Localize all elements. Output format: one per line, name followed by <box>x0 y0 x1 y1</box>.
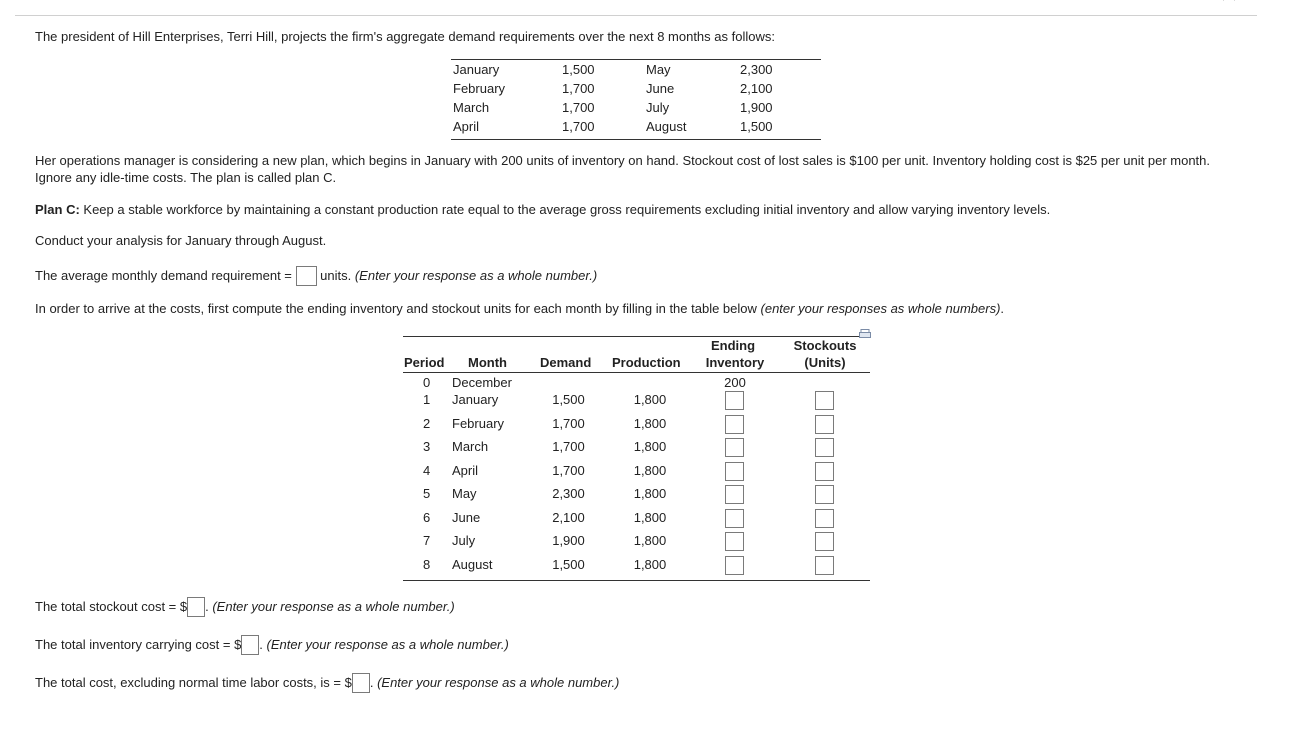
demand-table <box>451 59 821 140</box>
carrying-cost-input[interactable] <box>241 635 259 655</box>
ending-inventory-input[interactable] <box>725 556 744 575</box>
header-ending-line2: Inventory <box>705 355 765 370</box>
demand-month: February <box>453 81 506 96</box>
period-cell: 5 <box>423 486 431 501</box>
ending-inventory-input[interactable] <box>725 532 744 551</box>
carrying-cost-prefix: The total inventory carrying cost = $ <box>35 637 242 652</box>
month-cell: August <box>452 557 493 572</box>
stockout-cost-hint: (Enter your response as a whole number.) <box>212 599 455 614</box>
production-cell: 1,800 <box>633 439 667 454</box>
period-cell: 4 <box>423 463 431 478</box>
demand-cell: 1,500 <box>552 557 585 572</box>
plan-text: Keep a stable workforce by maintaining a constant production rate equal to the average gross requirements excluding initial inventory and allow varying inventory levels. <box>79 202 1051 217</box>
stockouts-input[interactable] <box>815 532 834 551</box>
expand-icon[interactable] <box>1222 0 1236 4</box>
demand-cell: 1,700 <box>552 463 585 478</box>
ending-inventory-input[interactable] <box>725 509 744 528</box>
header-month: Month <box>468 355 507 370</box>
table-instruction-end: . <box>1000 301 1005 316</box>
month-cell: May <box>452 486 477 501</box>
plan-description <box>35 202 1050 217</box>
avg-demand-question <box>35 266 597 286</box>
total-cost-hint: (Enter your response as a whole number.) <box>377 675 620 690</box>
carrying-cost-hint: (Enter your response as a whole number.) <box>266 637 509 652</box>
demand-cell: 1,900 <box>552 533 585 548</box>
ending-inventory-initial: 200 <box>724 375 746 390</box>
header-stockouts-line1: Stockouts <box>793 338 857 353</box>
production-cell: 1,800 <box>633 510 667 525</box>
avg-demand-input[interactable] <box>296 266 317 286</box>
stockouts-input[interactable] <box>815 415 834 434</box>
total-cost-input[interactable] <box>352 673 370 693</box>
month-cell: January <box>452 392 499 407</box>
period-cell: 1 <box>423 392 431 407</box>
ending-inventory-input[interactable] <box>725 415 744 434</box>
scenario-text: Her operations manager is considering a new plan, which begins in January with 200 units of inventory on hand. Stockout cost of lost sales is $100 per unit. Inventory holding cost is $25 per unit per month. Ignore any idle-time costs. The plan is called plan C. <box>35 153 1211 185</box>
production-cell: 1,800 <box>633 463 667 478</box>
analysis-text: Conduct your analysis for January through August. <box>35 233 327 248</box>
ending-inventory-input[interactable] <box>725 438 744 457</box>
month-cell: February <box>452 416 505 431</box>
demand-value: 1,700 <box>562 100 595 115</box>
period-cell: 3 <box>423 439 431 454</box>
month-cell: July <box>452 533 476 548</box>
table-instruction-hint: (enter your responses as whole numbers) <box>760 301 1001 316</box>
header-production: Production <box>612 355 681 370</box>
demand-cell: 1,700 <box>552 416 585 431</box>
stockouts-input[interactable] <box>815 556 834 575</box>
month-cell: April <box>452 463 479 478</box>
stockout-cost-question: The total stockout cost = $ . (Enter your response as a whole number.) <box>35 597 455 617</box>
plan-label: Plan C: <box>35 202 80 217</box>
print-icon[interactable] <box>859 327 871 337</box>
top-divider <box>15 15 1257 16</box>
period-cell: 8 <box>423 557 431 572</box>
table-instruction-text: In order to arrive at the costs, first compute the ending inventory and stockout units for each month by filling in the table below <box>35 301 761 316</box>
demand-value: 1,700 <box>562 119 595 134</box>
period-cell: 2 <box>423 416 431 431</box>
stockout-cost-input[interactable] <box>187 597 205 617</box>
avg-demand-suffix: units. <box>316 268 352 283</box>
demand-value: 1,500 <box>740 119 773 134</box>
header-ending-line1: Ending <box>710 338 756 353</box>
stockout-cost-prefix: The total stockout cost = $ <box>35 599 188 614</box>
production-cell: 1,800 <box>633 533 667 548</box>
table-instruction <box>35 301 1004 316</box>
demand-month: August <box>646 119 687 134</box>
stockouts-input[interactable] <box>815 485 834 504</box>
stockouts-input[interactable] <box>815 509 834 528</box>
total-cost-question: The total cost, excluding normal time labor costs, is = $ . (Enter your response as a whole number.) <box>35 673 619 693</box>
demand-month: January <box>453 62 500 77</box>
demand-cell: 1,700 <box>552 439 585 454</box>
ending-inventory-input[interactable] <box>725 462 744 481</box>
demand-value: 1,900 <box>740 100 773 115</box>
demand-cell: 2,300 <box>552 486 585 501</box>
demand-value: 2,100 <box>740 81 773 96</box>
demand-cell: 1,500 <box>552 392 585 407</box>
stockouts-input[interactable] <box>815 391 834 410</box>
ending-inventory-input[interactable] <box>725 391 744 410</box>
ending-inventory-input[interactable] <box>725 485 744 504</box>
avg-demand-prefix: The average monthly demand requirement = <box>35 268 292 283</box>
demand-month: March <box>453 100 490 115</box>
header-demand: Demand <box>540 355 592 370</box>
demand-value: 1,500 <box>562 62 595 77</box>
stockouts-input[interactable] <box>815 462 834 481</box>
header-stockouts-line2: (Units) <box>804 355 846 370</box>
demand-value: 1,700 <box>562 81 595 96</box>
demand-month: July <box>646 100 670 115</box>
period-cell: 0 <box>423 375 431 390</box>
avg-demand-hint: (Enter your response as a whole number.) <box>354 268 598 283</box>
header-divider <box>403 372 870 373</box>
total-cost-prefix: The total cost, excluding normal time labor costs, is = $ <box>35 675 352 690</box>
demand-cell: 2,100 <box>552 510 585 525</box>
header-period: Period <box>404 355 445 370</box>
plan-table <box>403 336 870 581</box>
period-cell: 6 <box>423 510 431 525</box>
stockouts-input[interactable] <box>815 438 834 457</box>
demand-month: June <box>646 81 675 96</box>
production-cell: 1,800 <box>633 557 667 572</box>
demand-month: April <box>453 119 480 134</box>
period-cell: 7 <box>423 533 431 548</box>
demand-value: 2,300 <box>740 62 773 77</box>
demand-month: May <box>646 62 671 77</box>
production-cell: 1,800 <box>633 416 667 431</box>
month-cell: December <box>452 375 512 390</box>
month-cell: June <box>452 510 481 525</box>
production-cell: 1,800 <box>633 486 667 501</box>
carrying-cost-question: The total inventory carrying cost = $ . (Enter your response as a whole number.) <box>35 635 509 655</box>
production-cell: 1,800 <box>633 392 667 407</box>
intro-text: The president of Hill Enterprises, Terri Hill, projects the firm's aggregate demand requirements over the next 8 months as follows: <box>35 29 775 44</box>
month-cell: March <box>452 439 489 454</box>
